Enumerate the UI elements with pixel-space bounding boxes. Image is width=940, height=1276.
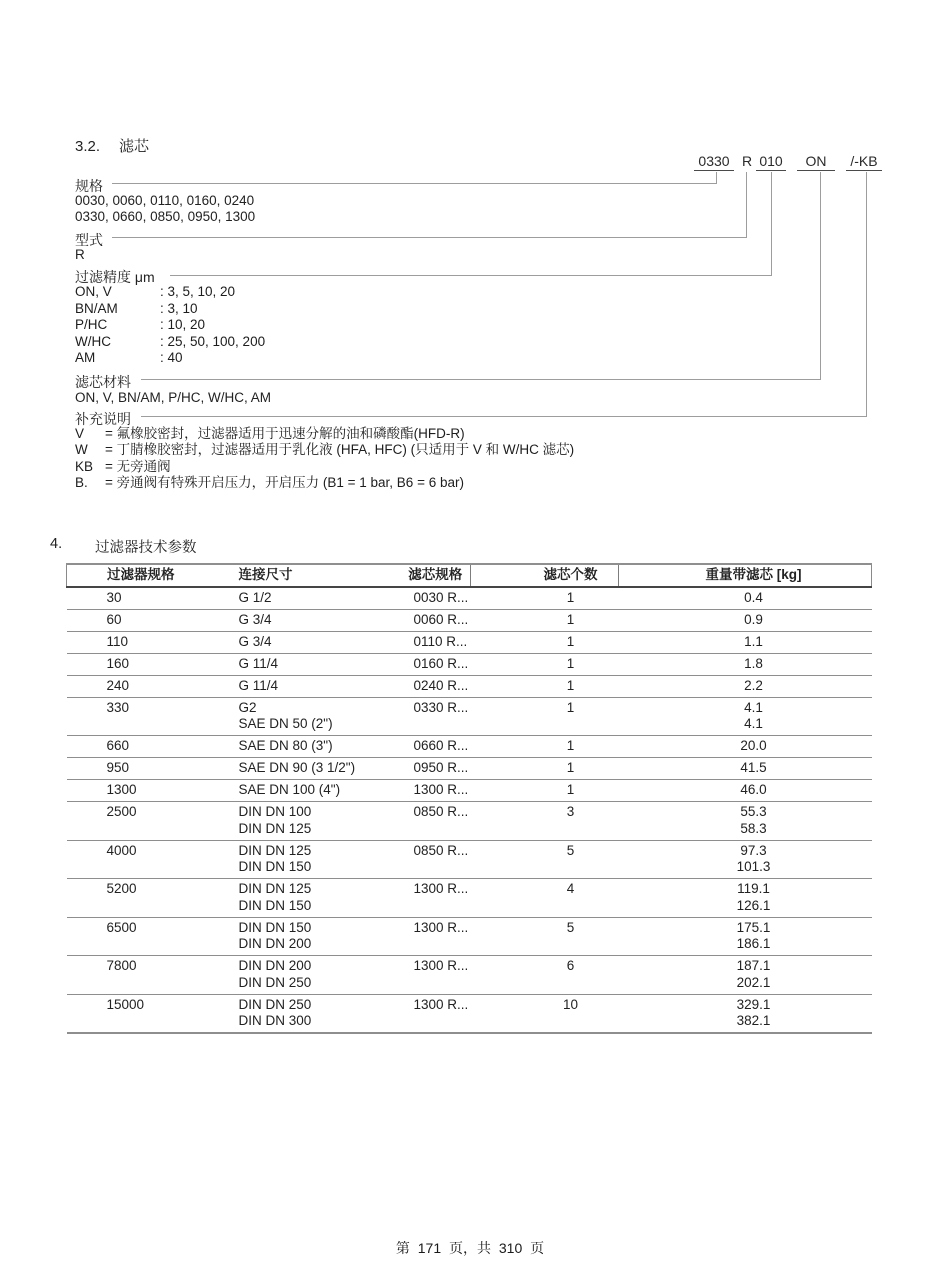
table-row (67, 675, 872, 697)
table-row (67, 917, 872, 956)
note-text: = 无旁通阀 (105, 458, 171, 474)
micron-row (75, 301, 265, 318)
cell-weight: 1.8 (619, 653, 872, 675)
leader-horizontal-type (112, 237, 747, 238)
cell-connection-size: DIN DN 150 DIN DN 200 (231, 917, 401, 956)
cell-element-spec: 0660 R... (401, 736, 471, 758)
micron-values: : 3, 5, 10, 20 (160, 284, 236, 299)
table-row (67, 609, 872, 631)
cell-connection-size: G 1/2 (231, 587, 401, 610)
cell-element-qty: 10 (471, 994, 619, 1033)
micron-row (75, 334, 265, 351)
micron-material: W/HC (75, 333, 111, 349)
cell-element-spec: 0240 R... (401, 675, 471, 697)
cell-filter-spec: 240 (67, 675, 231, 697)
cell-weight: 41.5 (619, 758, 872, 780)
micron-values: : 40 (160, 350, 183, 366)
page-number-footer: 第 171 页，共 310 页 (395, 1240, 545, 1256)
cell-element-spec: 0950 R... (401, 758, 471, 780)
note-row (75, 426, 875, 443)
cell-weight: 0.9 (619, 609, 872, 631)
note-row (75, 475, 875, 492)
cell-connection-size: G 11/4 (231, 675, 401, 697)
table-row (67, 956, 872, 995)
table-row (67, 697, 872, 736)
cell-filter-spec: 60 (67, 609, 231, 631)
cell-filter-spec: 330 (67, 697, 231, 736)
cell-element-spec: 1300 R... (401, 956, 471, 995)
cell-element-spec: 0160 R... (401, 653, 471, 675)
section-number: 3.2. (75, 138, 101, 155)
cell-weight: 4.1 4.1 (619, 697, 872, 736)
cell-weight: 20.0 (619, 736, 872, 758)
cell-element-qty: 4 (471, 879, 619, 918)
cell-element-spec: 0060 R... (401, 609, 471, 631)
note-key: KB (75, 458, 94, 474)
table-row (67, 994, 872, 1033)
cell-element-qty: 6 (471, 956, 619, 995)
cell-weight: 187.1 202.1 (619, 956, 872, 995)
table-row (67, 587, 872, 610)
cell-connection-size: G 3/4 (231, 631, 401, 653)
leader-horizontal-micron (170, 275, 772, 276)
cell-filter-spec: 160 (67, 653, 231, 675)
type-label: 型式 (75, 232, 103, 248)
material-label: 滤芯材料 (75, 373, 131, 390)
micron-values: : 25, 50, 100, 200 (160, 333, 266, 349)
notes-label: 补充说明 (75, 410, 131, 427)
cell-weight: 46.0 (619, 780, 872, 802)
cell-filter-spec: 7800 (67, 956, 231, 995)
cell-weight: 329.1 382.1 (619, 994, 872, 1033)
micron-row (75, 284, 265, 301)
note-row (75, 459, 875, 476)
cell-element-spec: 1300 R... (401, 780, 471, 802)
spec-values-line1: 0030, 0060, 0110, 0160, 0240 (75, 192, 255, 208)
micron-row (75, 350, 265, 367)
leader-horizontal-notes (141, 416, 867, 417)
model-code-suffix: /-KB (846, 153, 882, 171)
cell-connection-size: G2 SAE DN 50 (2") (231, 697, 401, 736)
cell-element-spec: 1300 R... (401, 994, 471, 1033)
cell-filter-spec: 5200 (67, 879, 231, 918)
cell-element-qty: 1 (471, 697, 619, 736)
material-values: ON, V, BN/AM, P/HC, W/HC, AM (75, 389, 272, 405)
cell-connection-size: DIN DN 200 DIN DN 250 (231, 956, 401, 995)
cell-element-spec: 0850 R... (401, 802, 471, 841)
cell-filter-spec: 2500 (67, 802, 231, 841)
cell-filter-spec: 6500 (67, 917, 231, 956)
micron-material: P/HC (75, 317, 108, 333)
leader-horizontal-spec (112, 183, 717, 184)
cell-element-spec: 0330 R... (401, 697, 471, 736)
cell-filter-spec: 30 (67, 587, 231, 610)
section-4-number: 4. (50, 536, 63, 552)
spec-label: 规格 (75, 178, 103, 194)
table-row (67, 840, 872, 879)
micron-material: BN/AM (75, 300, 118, 316)
header-connection-size: 连接尺寸 (231, 564, 401, 587)
micron-values: : 3, 10 (160, 300, 198, 316)
note-text: = 丁腈橡胶密封，过滤器适用于乳化液 (HFA, HFC) (只适用于 V 和 W/HC 滤芯) (105, 442, 575, 458)
cell-element-qty: 1 (471, 675, 619, 697)
cell-filter-spec: 950 (67, 758, 231, 780)
cell-element-spec: 1300 R... (401, 879, 471, 918)
cell-filter-spec: 1300 (67, 780, 231, 802)
note-row (75, 442, 875, 459)
note-key: W (75, 442, 88, 458)
cell-weight: 0.4 (619, 587, 872, 610)
cell-element-qty: 1 (471, 609, 619, 631)
micron-material: AM (75, 350, 96, 366)
micron-material: ON, V (75, 284, 112, 299)
cell-filter-spec: 4000 (67, 840, 231, 879)
micron-label: 过滤精度 μm (75, 269, 155, 285)
section-3-2-heading (75, 135, 149, 156)
model-code-size: 0330 (694, 153, 734, 171)
cell-element-spec: 0110 R... (401, 631, 471, 653)
cell-element-qty: 1 (471, 653, 619, 675)
cell-weight: 2.2 (619, 675, 872, 697)
model-code-micron: 010 (756, 153, 786, 171)
cell-filter-spec: 660 (67, 736, 231, 758)
cell-connection-size: DIN DN 250 DIN DN 300 (231, 994, 401, 1033)
table-row (67, 758, 872, 780)
cell-element-qty: 1 (471, 631, 619, 653)
cell-weight: 119.1 126.1 (619, 879, 872, 918)
leader-vertical-type (746, 172, 747, 238)
table-row (67, 879, 872, 918)
note-text: = 氟橡胶密封，过滤器适用于迅速分解的油和磷酸酯(HFD-R) (105, 425, 465, 441)
cell-element-qty: 5 (471, 917, 619, 956)
filter-parameters-table (66, 563, 872, 1034)
cell-connection-size: G 11/4 (231, 653, 401, 675)
cell-weight: 1.1 (619, 631, 872, 653)
cell-element-qty: 1 (471, 758, 619, 780)
cell-element-qty: 1 (471, 780, 619, 802)
cell-connection-size: DIN DN 125 DIN DN 150 (231, 879, 401, 918)
cell-element-qty: 3 (471, 802, 619, 841)
cell-weight: 97.3 101.3 (619, 840, 872, 879)
cell-connection-size: SAE DN 100 (4") (231, 780, 401, 802)
table-row (67, 802, 872, 841)
header-weight: 重量带滤芯 [kg] (619, 564, 872, 587)
cell-element-spec: 1300 R... (401, 917, 471, 956)
micron-row (75, 317, 265, 334)
table-row (67, 736, 872, 758)
cell-connection-size: DIN DN 125 DIN DN 150 (231, 840, 401, 879)
model-code-material: ON (797, 153, 835, 171)
note-key: B. (75, 475, 88, 491)
cell-element-qty: 5 (471, 840, 619, 879)
model-code-type: R (741, 153, 753, 169)
cell-connection-size: DIN DN 100 DIN DN 125 (231, 802, 401, 841)
header-element-spec: 滤芯规格 (401, 564, 471, 587)
leader-vertical-material (820, 172, 821, 380)
cell-element-qty: 1 (471, 736, 619, 758)
cell-element-spec: 0030 R... (401, 587, 471, 610)
section-title: 滤芯 (119, 138, 150, 155)
cell-filter-spec: 15000 (67, 994, 231, 1033)
params-table-body (67, 587, 872, 1034)
cell-weight: 175.1 186.1 (619, 917, 872, 956)
table-row (67, 653, 872, 675)
cell-connection-size: G 3/4 (231, 609, 401, 631)
spec-values-line2: 0330, 0660, 0850, 0950, 1300 (75, 209, 256, 224)
leader-horizontal-material (141, 379, 821, 380)
table-row (67, 780, 872, 802)
cell-element-spec: 0850 R... (401, 840, 471, 879)
note-text: = 旁通阀有特殊开启压力，开启压力 (B1 = 1 bar, B6 = 6 bar) (105, 475, 464, 491)
type-value: R (75, 246, 85, 262)
table-header-row (67, 564, 872, 587)
table-row (67, 631, 872, 653)
micron-values: : 10, 20 (160, 317, 206, 333)
leader-vertical-micron (771, 172, 772, 276)
micron-list (75, 284, 265, 367)
header-filter-spec: 过滤器规格 (67, 564, 231, 587)
cell-connection-size: SAE DN 90 (3 1/2") (231, 758, 401, 780)
leader-vertical-notes (866, 172, 867, 417)
notes-list (75, 426, 875, 492)
cell-weight: 55.3 58.3 (619, 802, 872, 841)
header-element-qty: 滤芯个数 (471, 564, 619, 587)
note-key: V (75, 425, 85, 441)
section-4-title: 过滤器技术参数 (95, 540, 197, 556)
cell-element-qty: 1 (471, 587, 619, 610)
cell-filter-spec: 110 (67, 631, 231, 653)
cell-connection-size: SAE DN 80 (3") (231, 736, 401, 758)
